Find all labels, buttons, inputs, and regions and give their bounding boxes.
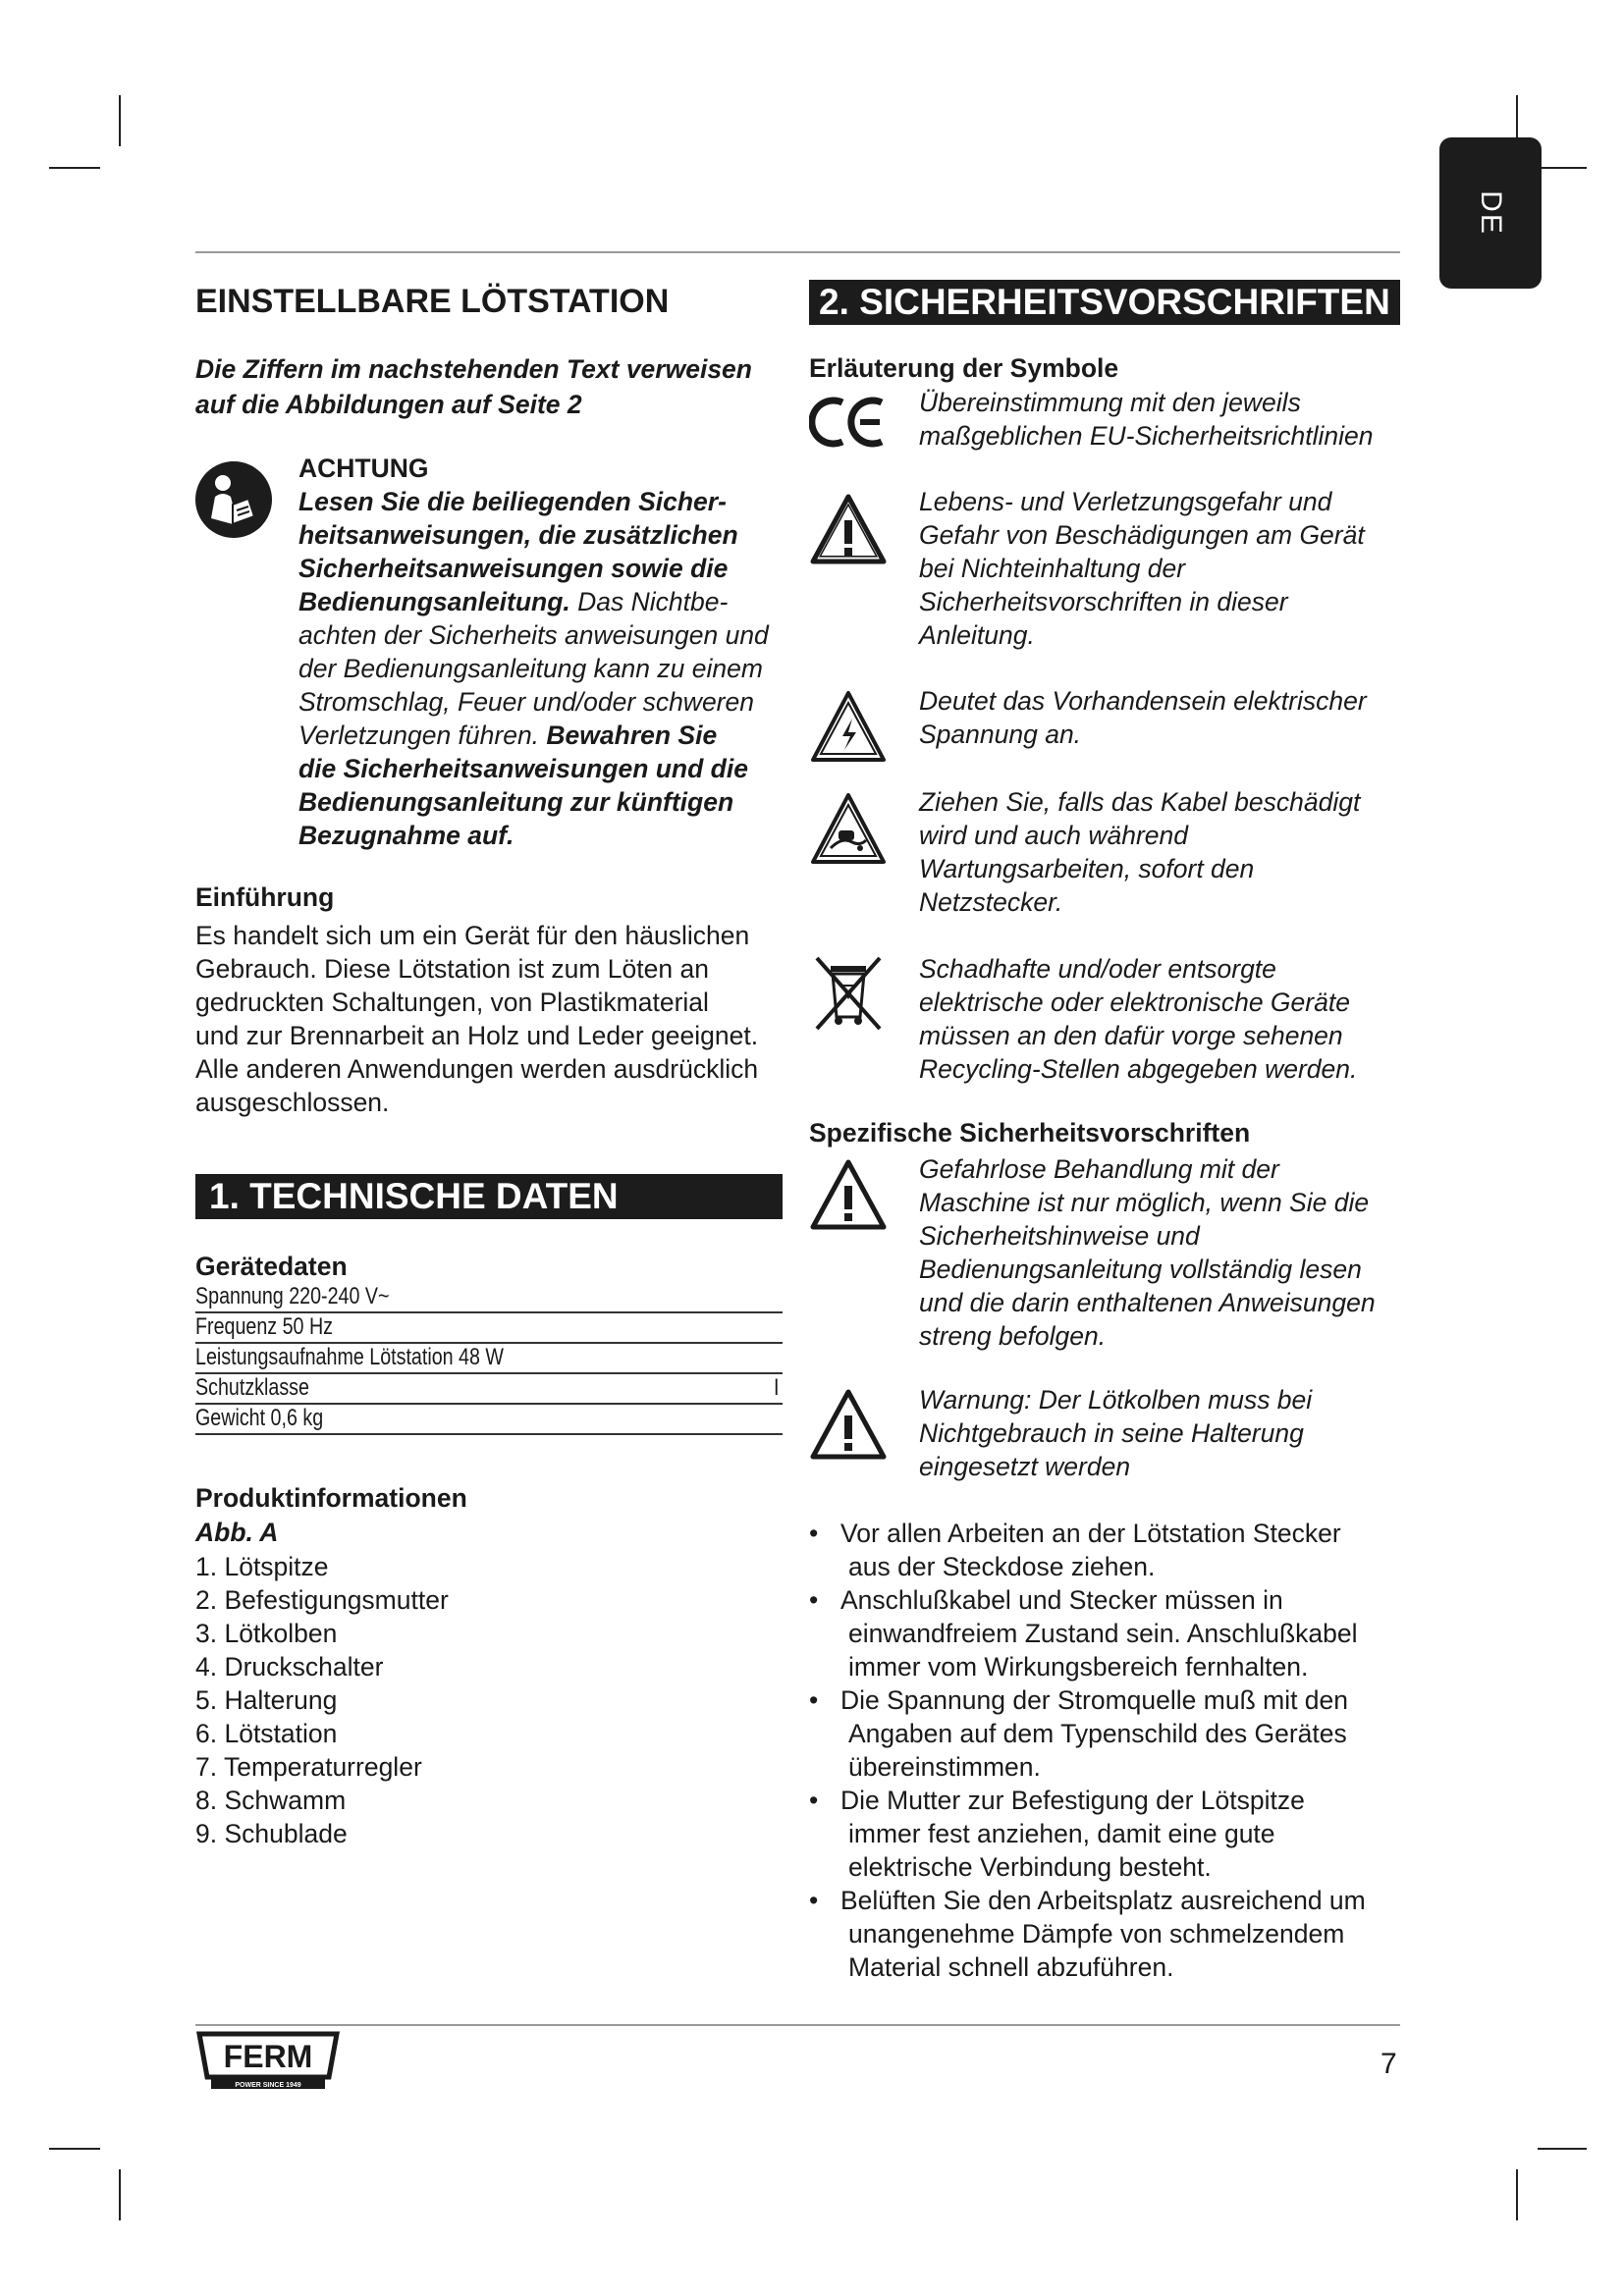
list-item: • Belüften Sie den Arbeitsplatz ausreichend um unangenehme Dämpfe von schmelzendem Material schnell abzuführen. (809, 1884, 1408, 1984)
crop-mark (119, 2169, 121, 2220)
paragraph-line: gedruckten Schaltungen, von Plastikmaterial (195, 988, 709, 1017)
symbol-line: eingesetzt werden (919, 1452, 1131, 1481)
warning-line: Bewahren Sie (546, 721, 718, 750)
bullet-line: Anschlußkabel und Stecker müssen in (840, 1585, 1283, 1615)
list-item: • Die Mutter zur Befestigung der Lötspitze immer fest anziehen, damit eine gute elektrische Verbindung besteht. (809, 1784, 1408, 1884)
language-tab[interactable] (1439, 137, 1542, 289)
intro-line: Die Ziffern im nachstehenden Text verweisen (195, 354, 752, 384)
symbol-line: bei Nichteinhaltung der (919, 554, 1186, 583)
crop-mark (49, 167, 100, 169)
list-item: 5. Halterung (195, 1685, 338, 1715)
bullet-line: Angaben auf dem Typenschild des Gerätes (848, 1719, 1347, 1748)
symbol-line: Spannung an. (919, 720, 1082, 749)
section-heading-technical-data: 1. TECHNISCHE DATEN (195, 1174, 783, 1219)
symbol-line: müssen an den dafür vorge sehenen (919, 1021, 1343, 1050)
symbol-line: Bedienungsanleitung vollständig lesen (919, 1255, 1362, 1284)
bullet-line: elektrische Verbindung besteht. (848, 1852, 1212, 1882)
list-item: 7. Temperaturregler (195, 1752, 422, 1782)
page-title: EINSTELLBARE LÖTSTATION (195, 283, 670, 320)
list-item: 9. Schublade (195, 1819, 348, 1848)
warning-line: Bedienungsanleitung zur künftigen (298, 787, 734, 817)
list-item: • Die Spannung der Stromquelle muß mit den Angaben auf dem Typenschild des Gerätes übereinstimmen. (809, 1683, 1408, 1784)
ferm-logo (195, 2030, 341, 2091)
specs-heading: Gerätedaten (195, 1252, 348, 1281)
paragraph-line: Alle anderen Anwendungen werden ausdrücklich (195, 1054, 759, 1084)
electric-hazard-icon (809, 689, 888, 764)
intro-note (195, 351, 752, 422)
symbol-line: Sicherheitsvorschriften in dieser (919, 587, 1288, 616)
warning-line: der Bedienungsanleitung kann zu einem (298, 654, 763, 683)
symbol-line: Gefahr von Beschädigungen am Gerät (919, 520, 1365, 550)
warning-triangle-icon (809, 1158, 888, 1231)
symbol-line: streng befolgen. (919, 1321, 1107, 1351)
list-item: • Anschlußkabel und Stecker müssen in einwandfreiem Zustand sein. Anschlußkabel immer vom Wirkungsbereich fernhalten. (809, 1583, 1408, 1683)
symbol-line: Sicherheitshinweise und (919, 1221, 1200, 1251)
spec-label: Gewicht 0,6 kg (195, 1405, 324, 1431)
crop-mark (49, 2148, 100, 2150)
symbol-line: Gefahrlose Behandlung mit der (919, 1154, 1279, 1184)
symbol-line: Schadhafte und/oder entsorgte (919, 954, 1276, 984)
symbol-text (919, 1383, 1312, 1483)
symbol-line: Nichtgebrauch in seine Halterung (919, 1418, 1304, 1448)
footer-rule (195, 2024, 1400, 2026)
warning-line: Stromschlag, Feuer und/oder schweren (298, 687, 754, 717)
specific-safety-heading: Spezifische Sicherheitsvorschriften (809, 1118, 1251, 1148)
symbol-line: Maschine ist nur möglich, wenn Sie die (919, 1188, 1370, 1217)
spec-row (195, 1374, 783, 1405)
symbols-heading: Erläuterung der Symbole (809, 353, 1119, 383)
list-item: 8. Schwamm (195, 1786, 347, 1815)
warning-line: Sicherheitsanweisungen sowie die (298, 554, 729, 583)
crop-mark (119, 95, 121, 146)
svg-text:FERM: FERM (223, 2039, 313, 2074)
spec-row (195, 1313, 783, 1344)
list-item: 1. Lötspitze (195, 1552, 329, 1581)
warning-triangle-icon (809, 493, 888, 565)
symbol-line: Recycling-Stellen abgegeben werden. (919, 1054, 1358, 1084)
warning-block (298, 452, 789, 852)
bullet-line: aus der Steckdose ziehen. (848, 1552, 1156, 1581)
symbol-text (919, 952, 1357, 1086)
paragraph-line: Gebrauch. Diese Lötstation ist zum Löten an (195, 954, 709, 984)
spec-label: Schutzklasse (195, 1374, 309, 1401)
crop-mark (1538, 2148, 1587, 2150)
symbol-line: Lebens- und Verletzungsgefahr und (919, 487, 1332, 516)
warning-line: Das Nichtbe- (569, 587, 729, 616)
spec-label: Spannung 220-240 V~ (195, 1283, 390, 1309)
warning-line: Verletzungen führen. (298, 721, 547, 750)
crop-mark (1516, 2169, 1518, 2220)
svg-text:POWER SINCE 1949: POWER SINCE 1949 (235, 2082, 301, 2089)
warning-heading: ACHTUNG (298, 454, 429, 483)
paragraph-line: und zur Brennarbeit an Holz und Leder geeignet. (195, 1021, 759, 1050)
list-item: 4. Druckschalter (195, 1652, 384, 1682)
spec-row (195, 1344, 783, 1374)
symbol-line: Ziehen Sie, falls das Kabel beschädigt (919, 787, 1361, 817)
page-number: 7 (1380, 2048, 1397, 2080)
symbol-text (919, 386, 1373, 453)
list-item: 6. Lötstation (195, 1719, 338, 1748)
warning-triangle-icon (809, 1388, 888, 1461)
section-heading-safety: 2. SICHERHEITSVORSCHRIFTEN (809, 280, 1400, 325)
symbol-line: Übereinstimmung mit den jeweils (919, 388, 1301, 417)
paragraph-line: Es handelt sich um ein Gerät für den häuslichen (195, 921, 750, 950)
ce-mark-icon (809, 395, 888, 450)
warning-line: Bedienungsanleitung. (298, 587, 570, 616)
weee-bin-icon (811, 952, 886, 1033)
symbol-text (919, 785, 1360, 919)
product-heading: Produktinformationen (195, 1483, 467, 1513)
spec-label: Leistungsaufnahme Lötstation 48 W (195, 1344, 504, 1370)
symbol-text (919, 1152, 1376, 1353)
symbol-line: Deutet das Vorhandensein elektrischer (919, 686, 1367, 716)
list-item: 3. Lötkolben (195, 1619, 338, 1648)
list-item: 2. Befestigungsmutter (195, 1585, 449, 1615)
symbol-line: Warnung: Der Lötkolben muss bei (919, 1385, 1313, 1415)
list-item: • Vor allen Arbeiten an der Lötstation Stecker aus der Steckdose ziehen. (809, 1517, 1408, 1583)
crop-mark (1538, 167, 1587, 169)
read-manual-icon (193, 459, 274, 540)
symbol-line: Anleitung. (919, 620, 1035, 650)
warning-line: die Sicherheitsanweisungen und die (298, 754, 748, 783)
spec-row (195, 1405, 783, 1435)
spec-row (195, 1283, 783, 1313)
bullet-line: Die Mutter zur Befestigung der Lötspitze (840, 1786, 1305, 1815)
bullet-line: Belüften Sie den Arbeitsplatz ausreichend um (840, 1886, 1366, 1915)
warning-line: achten der Sicherheits anweisungen und (298, 620, 769, 650)
bullet-line: Die Spannung der Stromquelle muß mit den (840, 1685, 1349, 1715)
spec-value: I (774, 1374, 780, 1401)
symbol-line: Wartungsarbeiten, sofort den (919, 854, 1255, 883)
bullet-line: immer fest anziehen, damit eine gute (848, 1819, 1275, 1848)
bullet-line: Material schnell abzuführen. (848, 1952, 1174, 1982)
warning-line: Bezugnahme auf. (298, 821, 514, 850)
symbol-line: und die darin enthaltenen Anweisungen (919, 1288, 1376, 1317)
top-rule (195, 251, 1400, 253)
intro-line: auf die Abbildungen auf Seite 2 (195, 390, 582, 419)
bullet-line: übereinstimmen. (848, 1752, 1041, 1782)
figure-label: Abb. A (195, 1518, 279, 1547)
safety-bullet-list (809, 1517, 1408, 1984)
warning-line: Lesen Sie die beiliegenden Sicher- (298, 487, 727, 516)
symbol-line: wird und auch während (919, 821, 1189, 850)
symbol-line: maßgeblichen EU-Sicherheitsrichtlinien (919, 421, 1374, 451)
symbol-text (919, 485, 1365, 652)
bullet-line: unangenehme Dämpfe von schmelzendem (848, 1919, 1345, 1949)
intro-heading: Einführung (195, 882, 335, 912)
intro-paragraph (195, 919, 758, 1119)
spec-label: Frequenz 50 Hz (195, 1313, 334, 1340)
paragraph-line: ausgeschlossen. (195, 1088, 390, 1117)
bullet-line: einwandfreiem Zustand sein. Anschlußkabel (848, 1619, 1358, 1648)
parts-list (195, 1550, 449, 1850)
warning-line: heitsanweisungen, die zusätzlichen (298, 520, 738, 550)
symbol-line: Netzstecker. (919, 887, 1063, 917)
symbol-text (919, 684, 1367, 751)
bullet-line: immer vom Wirkungsbereich fernhalten. (848, 1652, 1309, 1682)
language-tab-label: DE (1475, 190, 1507, 236)
symbol-line: elektrische oder elektronische Geräte (919, 988, 1350, 1017)
unplug-cable-icon (809, 791, 888, 866)
bullet-line: Vor allen Arbeiten an der Lötstation Stecker (840, 1519, 1341, 1548)
